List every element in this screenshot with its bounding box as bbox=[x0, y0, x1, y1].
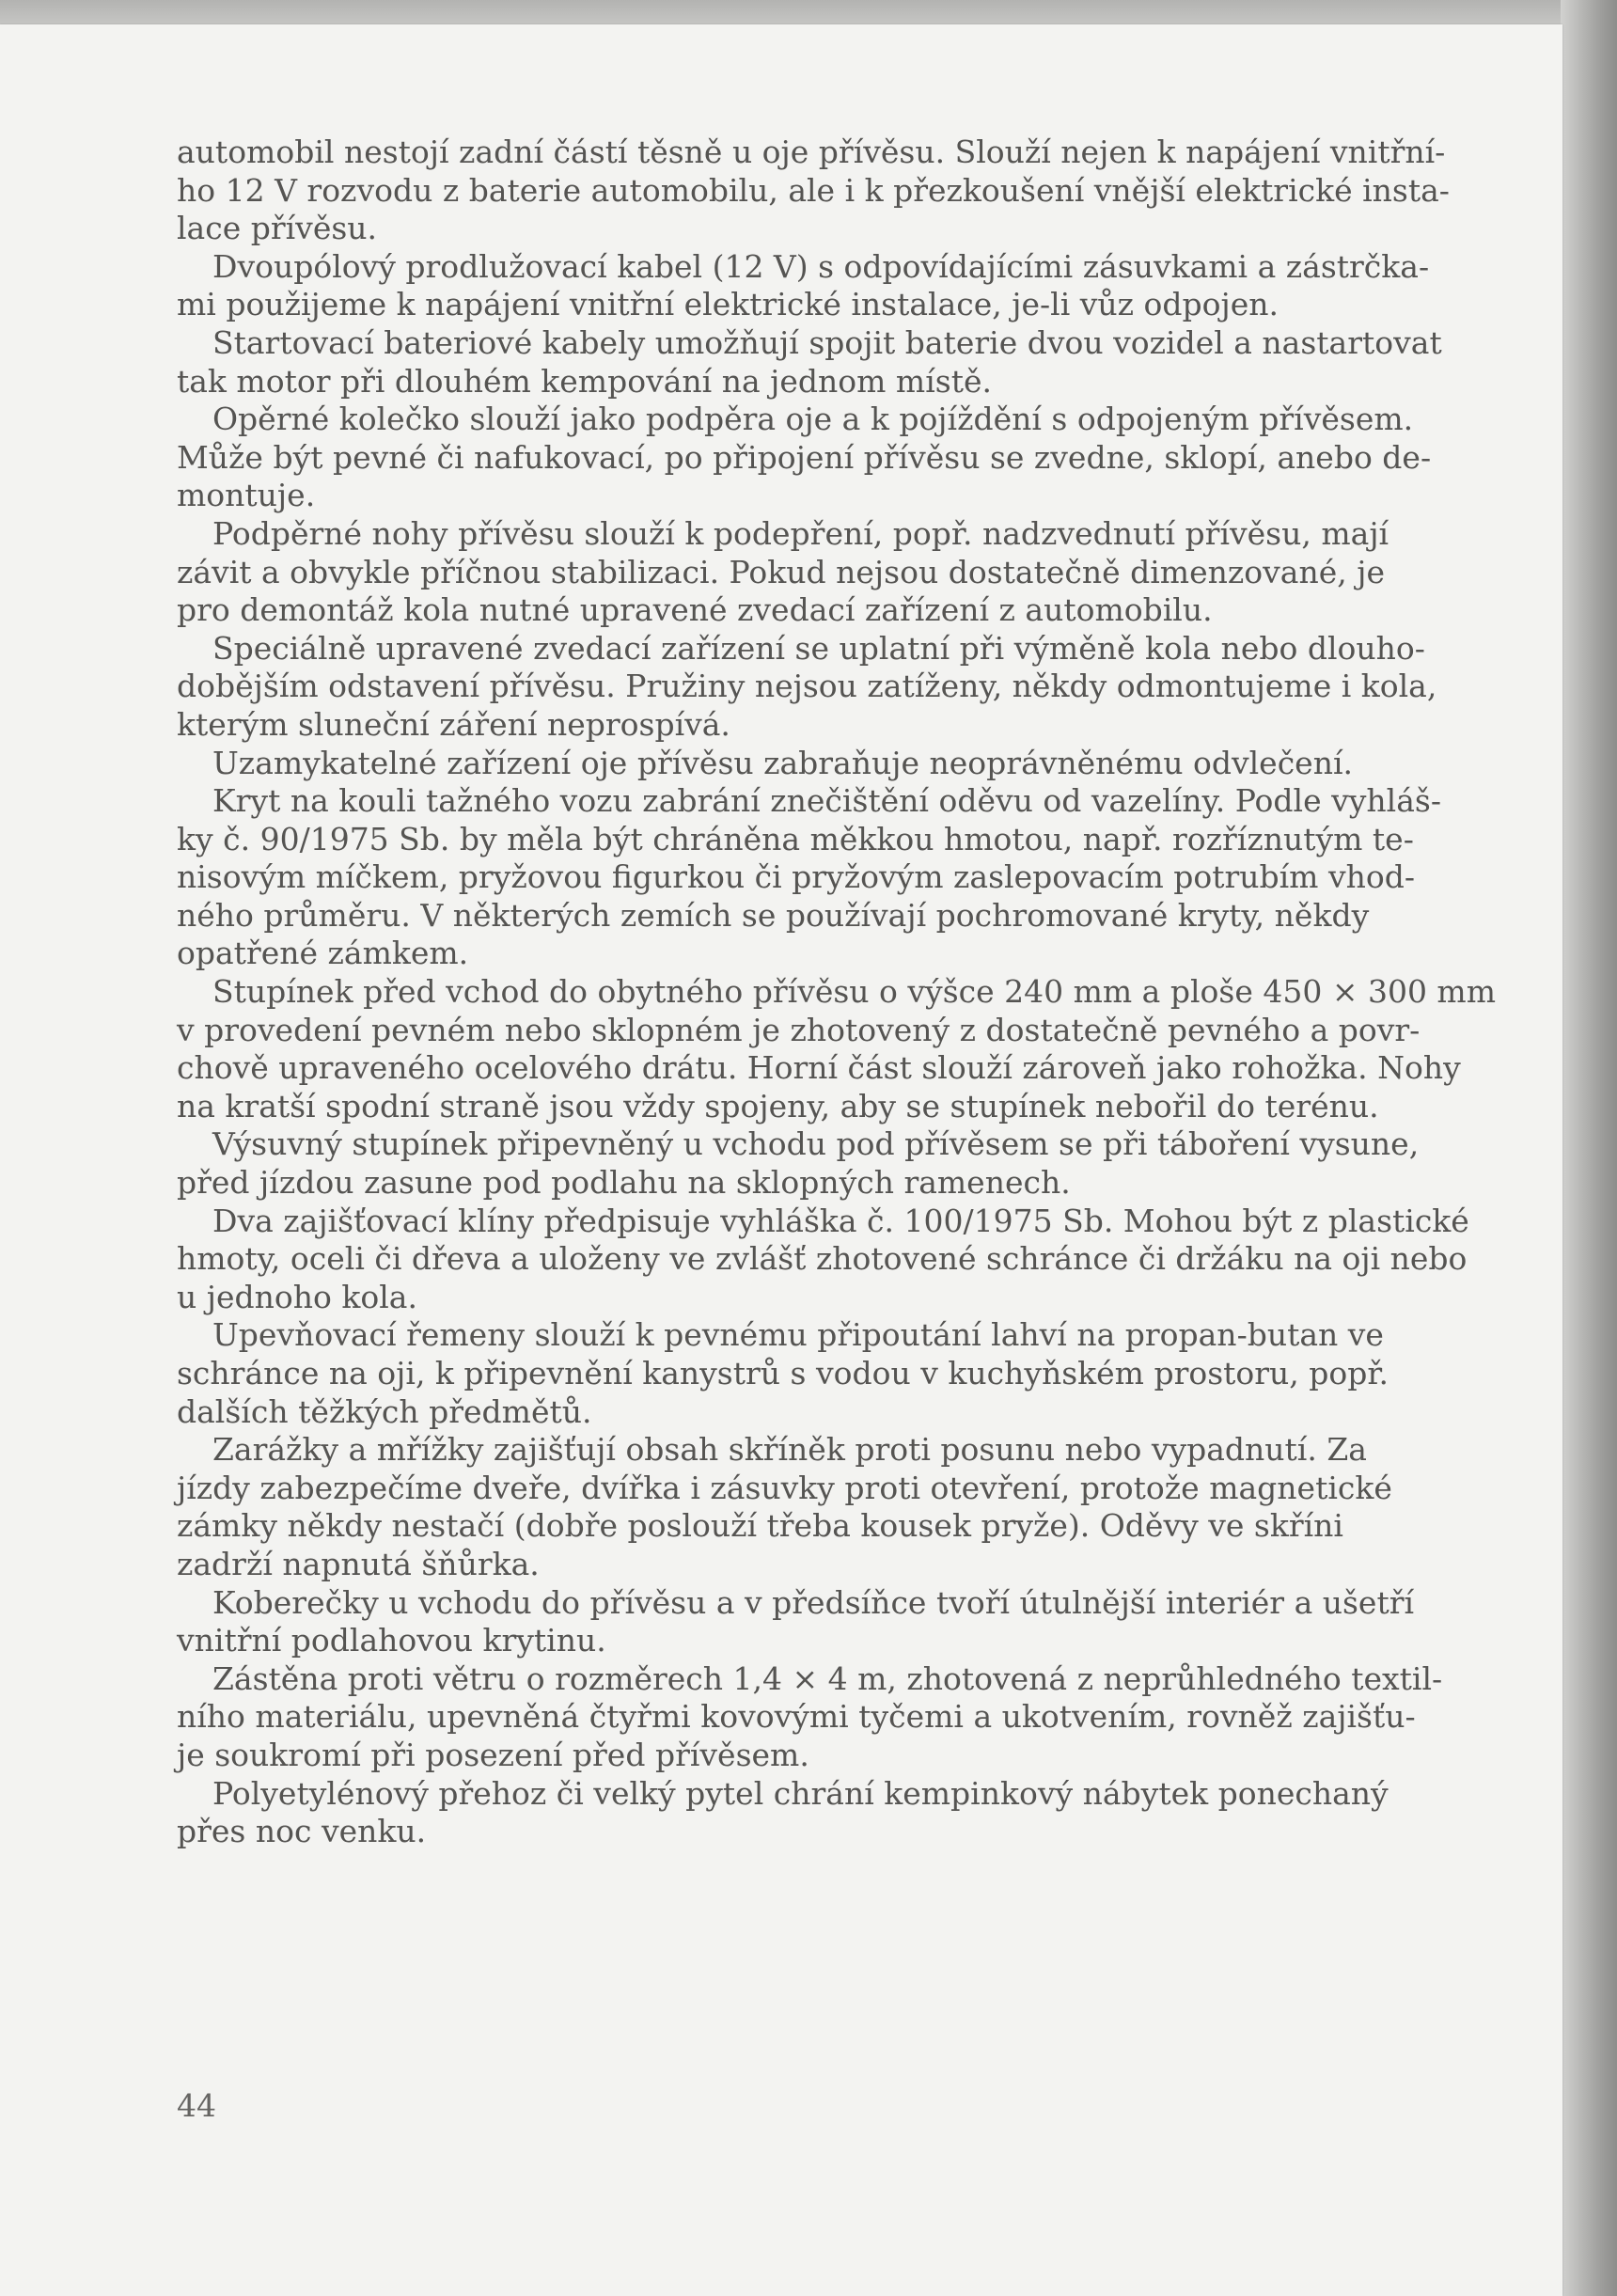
paragraph-starter-cables: Startovací bateriové kabely umožňují spojit baterie dvou vozidel a nastartovat tak motor při dlouhém kempování na jednom místě. bbox=[177, 323, 1442, 400]
paragraph-support-legs: Podpěrné nohy přívěsu slouží k podepření, popř. nadzvednutí přívěsu, mají závit a obvykle příčnou stabilizaci. Pokud nejsou dostatečně dimenzované, je pro demontáž kola nutné upravené zvedací zařízení z automobilu. bbox=[177, 514, 1389, 629]
document-page bbox=[0, 24, 1562, 2296]
paragraph-tow-ball-cover: Kryt na kouli tažného vozu zabrání znečištění oděvu od vazelíny. Podle vyhláš- ky č. 90/1975 Sb. by měla být chráněna měkkou hmotou, např. rozříznutým te- nisovým míčkem, pryžovou figurkou či pryžovým zaslepovacím potrubím vhod- ného průměru. V některých zemích se používají pochromované kryty, někdy opatřené zámkem. bbox=[177, 782, 1441, 972]
page-number: 44 bbox=[177, 2087, 216, 2124]
scanner-right-edge bbox=[1561, 0, 1617, 2296]
paragraph-sliding-step: Výsuvný stupínek připevněný u vchodu pod přívěsem se při táboření vysune, před jízdou zasune pod podlahu na sklopných ramenech. bbox=[177, 1125, 1420, 1202]
paragraph-extension-cable: Dvoupólový prodlužovací kabel (12 V) s odpovídajícími zásuvkami a zástrčka- mi použijeme k napájení vnitřní elektrické instalace, je-li vůz odpojen. bbox=[177, 247, 1430, 323]
body-text bbox=[177, 134, 1536, 1851]
paragraph-fastening-straps: Upevňovací řemeny slouží k pevnému připoutání lahví na propan-butan ve schránce na oji, k připevnění kanystrů s vodou v kuchyňském prostoru, popř. dalších těžkých předmětů. bbox=[177, 1316, 1389, 1430]
paragraph-entrance-rugs: Koberečky u vchodu do přívěsu a v předsíňce tvoří útulnější interiér a ušetří vnitřní podlahovou krytinu. bbox=[177, 1583, 1415, 1659]
paragraph-furniture-cover: Polyetylénový přehoz či velký pytel chrání kempinkový nábytek ponechaný přes noc venku. bbox=[177, 1774, 1389, 1850]
paragraph-lifting-device: Speciálně upravené zvedací zařízení se uplatní při výměně kola nebo dlouho- dobějším odstavení přívěsu. Pružiny nejsou zatíženy, někdy odmontujeme i kola, kterým sluneční záření neprospívá. bbox=[177, 629, 1437, 743]
scanner-top-edge bbox=[0, 0, 1617, 26]
paragraph-support-wheel: Opěrné kolečko slouží jako podpěra oje a k pojíždění s odpojeným přívěsem. Může být pevné či nafukovací, po připojení přívěsu se zvedne, sklopí, anebo de- montuje. bbox=[177, 401, 1432, 514]
paragraph-lockable-device: Uzamykatelné zařízení oje přívěsu zabraňuje neoprávněnému odvlečení. bbox=[212, 744, 1354, 781]
paragraph-wind-screen: Zástěna proti větru o rozměrech 1,4 × 4 m, zhotovená z neprůhledného textil- ního materiálu, upevněná čtyřmi kovovými tyčemi a ukotvením, rovněž zajišťu- je soukromí při posezení před přívěsem. bbox=[177, 1659, 1443, 1773]
paragraph-battery-charging: automobil nestojí zadní částí těsně u oje přívěsu. Slouží nejen k napájení vnitřní- ho 12 V rozvodu z baterie automobilu, ale i k přezkoušení vnější elektrické insta- lace přívěsu. bbox=[177, 134, 1450, 247]
paragraph-latches: Zarážky a mřížky zajišťují obsah skříněk proti posunu nebo vypadnutí. Za jízdy zabezpečíme dveře, dvířka i zásuvky proti otevření, protože magnetické zámky někdy nestačí (dobře poslouží třeba kousek pryže). Oděvy ve skříni zadrží napnutá šňůrka. bbox=[177, 1431, 1392, 1582]
paragraph-wheel-chocks: Dva zajišťovací klíny předpisuje vyhláška č. 100/1975 Sb. Mohou být z plastické hmoty, oceli či dřeva a uloženy ve zvlášť zhotovené schránce či držáku na oji nebo u jednoho kola. bbox=[177, 1202, 1469, 1315]
paragraph-entry-step: Stupínek před vchod do obytného přívěsu o výšce 240 mm a ploše 450 × 300 mm v provedení pevném nebo sklopném je zhotovený z dostatečně pevného a povr- chově upraveného ocelového drátu. Horní část slouží zároveň jako rohožka. Nohy na kratší spodní straně jsou vždy spojeny, aby se stupínek nebořil do terénu. bbox=[177, 973, 1497, 1124]
